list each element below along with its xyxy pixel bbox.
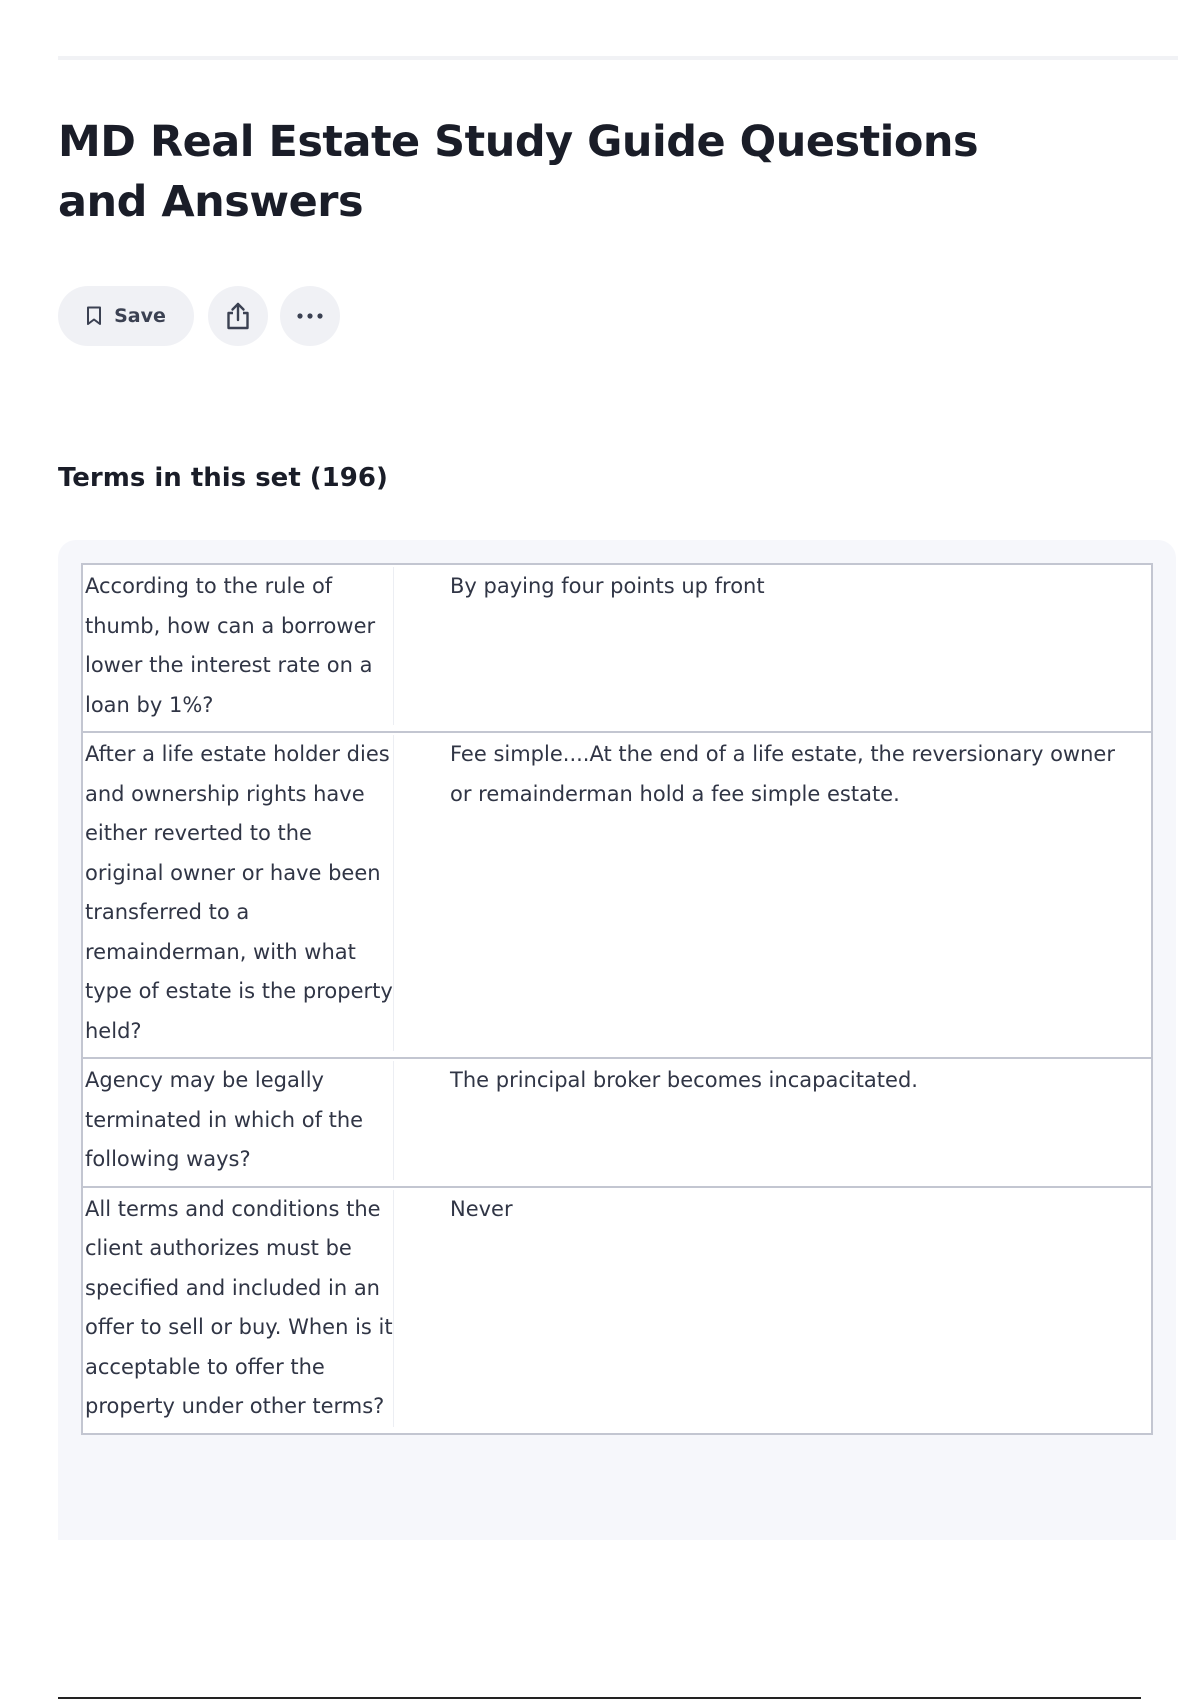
bookmark-icon [86,306,102,326]
bottom-rule [58,1697,1141,1699]
top-divider [58,56,1178,60]
terms-heading: Terms in this set (196) [58,463,388,493]
terms-table [81,563,1153,1435]
page-title: MD Real Estate Study Guide Questions and Answers [58,117,979,227]
more-horizontal-icon [296,312,324,320]
definition-text: By paying four points up front [450,574,765,598]
table-row [82,732,1152,1058]
table-row [82,564,1152,732]
table-row [82,1187,1152,1434]
term-cell [82,1058,402,1187]
definition-cell [402,1058,1152,1187]
table-row [82,1058,1152,1187]
term-cell [82,564,402,732]
definition-text: Fee simple....At the end of a life estate, the reversionary owner or remainderman hold a fee simple estate. [450,742,1115,806]
share-icon [225,301,251,331]
more-options-button[interactable] [280,286,340,346]
save-button[interactable] [58,286,194,346]
definition-text: The principal broker becomes incapacitated. [450,1068,918,1092]
action-bar [58,286,352,346]
save-button-label: Save [114,305,166,327]
definition-cell [402,1187,1152,1434]
term-text: According to the rule of thumb, how can a borrower lower the interest rate on a loan by 1%? [85,567,394,725]
definition-cell [402,732,1152,1058]
share-button[interactable] [208,286,268,346]
term-cell [82,732,402,1058]
term-text: After a life estate holder dies and ownership rights have either reverted to the original owner or have been transferred to a remainderman, with what type of estate is the property held? [85,735,394,1051]
term-cell [82,1187,402,1434]
definition-text: Never [450,1196,513,1221]
term-text: All terms and conditions the client authorizes must be specified and included in an offer to sell or buy. When is it acceptable to offer the property under other terms? [85,1190,394,1427]
definition-cell [402,564,1152,732]
term-text: Agency may be legally terminated in which of the following ways? [85,1061,394,1180]
